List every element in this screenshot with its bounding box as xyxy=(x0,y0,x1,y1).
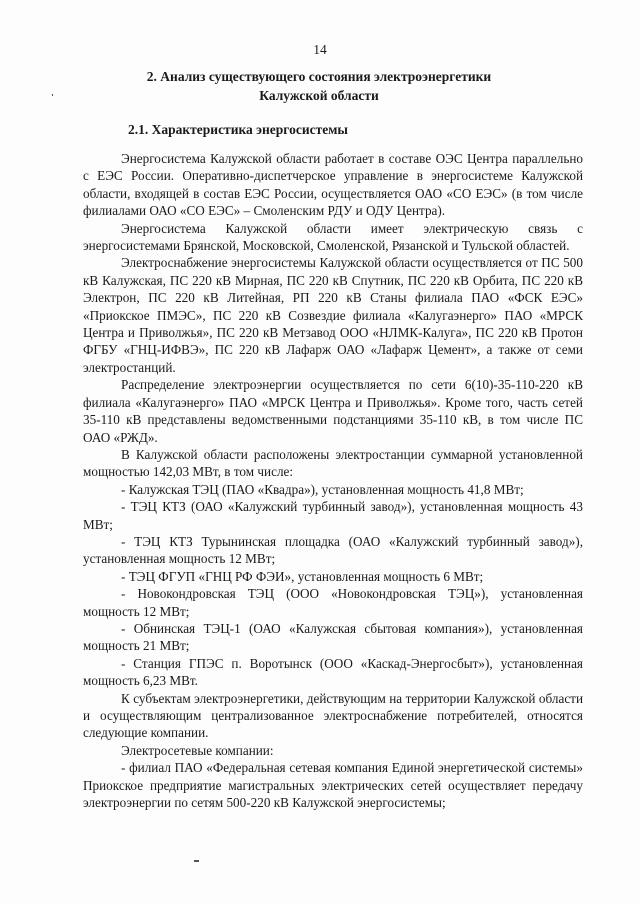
paragraph-interconnections: Энергосистема Калужской области имеет электрическую связь с энергосистемами Брянской, Московской, Смоленской, Рязанской и Тульской областей. xyxy=(83,220,583,254)
paragraph-distribution: Распределение электроэнергии осуществляется по сети 6(10)-35-110-220 кВ филиала «Калугаэнерго» ПАО «МРСК Центра и Приволжья». Кроме того, часть сетей 35-110 кВ представлены ведомственными подстанциями 35-110 кВ, в том числе ПС ОАО «РЖД». xyxy=(83,377,583,445)
paragraph-power-plants-intro: В Калужской области расположены электростанции суммарной установленной мощностью 142,03 МВт, в том числе: xyxy=(83,446,583,480)
scan-speck xyxy=(194,860,199,862)
page-number: 14 xyxy=(313,42,327,57)
list-item-kaluga-tec: - Калужская ТЭЦ (ПАО «Квадра»), установленная мощность 41,8 МВт; xyxy=(121,481,524,497)
paragraph-grid-companies: Электросетевые компании: xyxy=(121,742,274,758)
list-item-fsk-branch: - филиал ПАО «Федеральная сетевая компания Единой энергетической системы» Приокское предприятие магистральных электрических сетей осуществляет передачу электроэнергии по сетям 500-220 кВ Калужской энергосистемы; xyxy=(83,760,583,811)
scan-speck xyxy=(52,94,53,96)
body-text xyxy=(83,150,583,811)
list-item-tec-fei: - ТЭЦ ФГУП «ГНЦ РФ ФЭИ», установленная мощность 6 МВт; xyxy=(121,568,484,584)
list-item-tec-ktz-turyninskaya: - ТЭЦ КТЗ Турынинская площадка (ОАО «Калужский турбинный завод»), установленная мощность 12 МВт; xyxy=(83,533,583,567)
paragraph-energy-system: Энергосистема Калужской области работает в составе ОЭС Центра параллельно с ЕЭС России. Оперативно-диспетчерское управление в энергосистеме Калужской области, входящей в состав ЕЭС России, осуществляется ОАО «СО ЕЭС» (в том числе филиалами ОАО «СО ЕЭС» – Смоленским РДУ и ОДУ Центра). xyxy=(83,151,583,219)
section-heading-line-2: Калужской области xyxy=(259,88,379,103)
paragraph-power-supply: Электроснабжение энергосистемы Калужской области осуществляется от ПС 500 кВ Калужская, ПС 220 кВ Мирная, ПС 220 кВ Спутник, ПС 220 кВ Орбита, ПС 220 кВ Электрон, ПС 220 кВ Литейная, РП 220 кВ Станы филиала ПАО «ФСК ЕЭС» «Приокское ПМЭС», ПС 220 кВ Созвездие филиала «Калугаэнерго» ПАО «МРСК Центра и Приволжья», ПС 220 кВ Метзавод ООО «НЛМК-Калуга», ПС 220 кВ Протон ФГБУ «ГНЦ-ИФВЭ», ПС 220 кВ Лафарж ОАО «Лафарж Цемент», а также от семи электростанций. xyxy=(83,255,583,375)
list-item-novokondrovskaya-tec: - Новокондровская ТЭЦ (ООО «Новокондровская ТЭЦ»), установленная мощность 12 МВт; xyxy=(83,586,583,619)
subsection-heading: 2.1. Характеристика энергосистемы xyxy=(128,122,348,137)
list-item-obninsk-tec: - Обнинская ТЭЦ-1 (ОАО «Калужская сбытовая компания»), установленная мощность 21 МВт; xyxy=(83,620,583,654)
list-item-gpes-vorotynsk: - Станция ГПЭС п. Воротынск (ООО «Каскад-Энергосбыт»), установленная мощность 6,23 МВт. xyxy=(83,655,583,689)
section-heading-line-1: 2. Анализ существующего состояния электроэнергетики xyxy=(146,69,492,84)
paragraph-subjects: К субъектам электроэнергетики, действующим на территории Калужской области и осуществляющим централизованное электроснабжение потребителей, относятся следующие компании. xyxy=(83,690,583,741)
list-item-tec-ktz: - ТЭЦ КТЗ (ОАО «Калужский турбинный завод»), установленная мощность 43 МВт; xyxy=(83,499,583,532)
